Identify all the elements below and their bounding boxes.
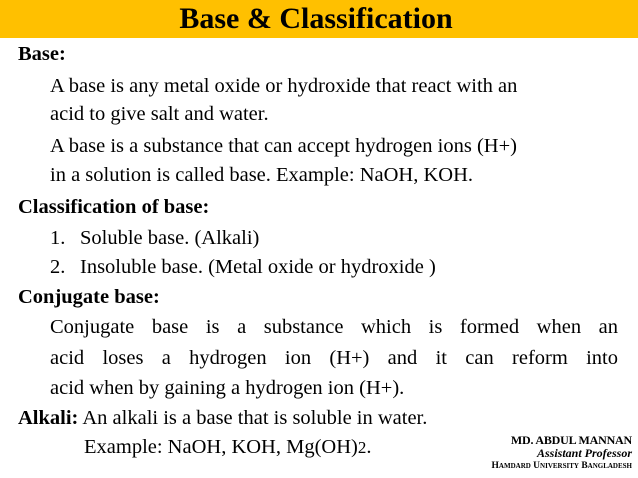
list-item-text: Soluble base. (Alkali) xyxy=(80,227,260,249)
classification-item-2 xyxy=(50,255,436,279)
conjugate-line-2: acid loses a hydrogen ion (H+) and it can reform into xyxy=(50,347,618,369)
classification-heading: Classification of base: xyxy=(18,196,210,218)
list-item-text: Insoluble base. (Metal oxide or hydroxide ) xyxy=(80,256,436,278)
alkali-label: Alkali: xyxy=(18,407,79,429)
conjugate-line-1: Conjugate base is a substance which is formed when an xyxy=(50,316,618,338)
alkali-definition xyxy=(18,406,427,430)
author-signature xyxy=(492,434,632,472)
base-definition-line-4: in a solution is called base. Example: NaOH, KOH. xyxy=(50,164,474,186)
base-definition-line-1: A base is any metal oxide or hydroxide that react with an xyxy=(50,75,518,97)
author-role: Assistant Professor xyxy=(536,446,632,460)
example-subscript: 2 xyxy=(357,438,367,457)
alkali-example xyxy=(84,435,371,460)
alkali-text: An alkali is a base that is soluble in water. xyxy=(78,407,428,429)
conjugate-heading: Conjugate base: xyxy=(18,286,160,308)
author-organization: Hamdard University Bangladesh xyxy=(491,461,632,471)
classification-item-1 xyxy=(50,226,259,250)
example-suffix: . xyxy=(366,436,372,458)
slide-title: Base & Classification xyxy=(179,2,453,35)
author-name: MD. ABDUL MANNAN xyxy=(510,433,632,447)
list-number: 1. xyxy=(50,227,66,249)
title-bar xyxy=(0,0,638,38)
conjugate-line-3: acid when by gaining a hydrogen ion (H+). xyxy=(50,377,405,399)
list-number: 2. xyxy=(50,256,66,278)
base-definition-line-3: A base is a substance that can accept hydrogen ions (H+) xyxy=(50,135,517,157)
base-definition-line-2: acid to give salt and water. xyxy=(50,103,269,125)
example-text: Example: NaOH, KOH, Mg(OH) xyxy=(84,436,358,458)
base-heading: Base: xyxy=(18,43,66,65)
